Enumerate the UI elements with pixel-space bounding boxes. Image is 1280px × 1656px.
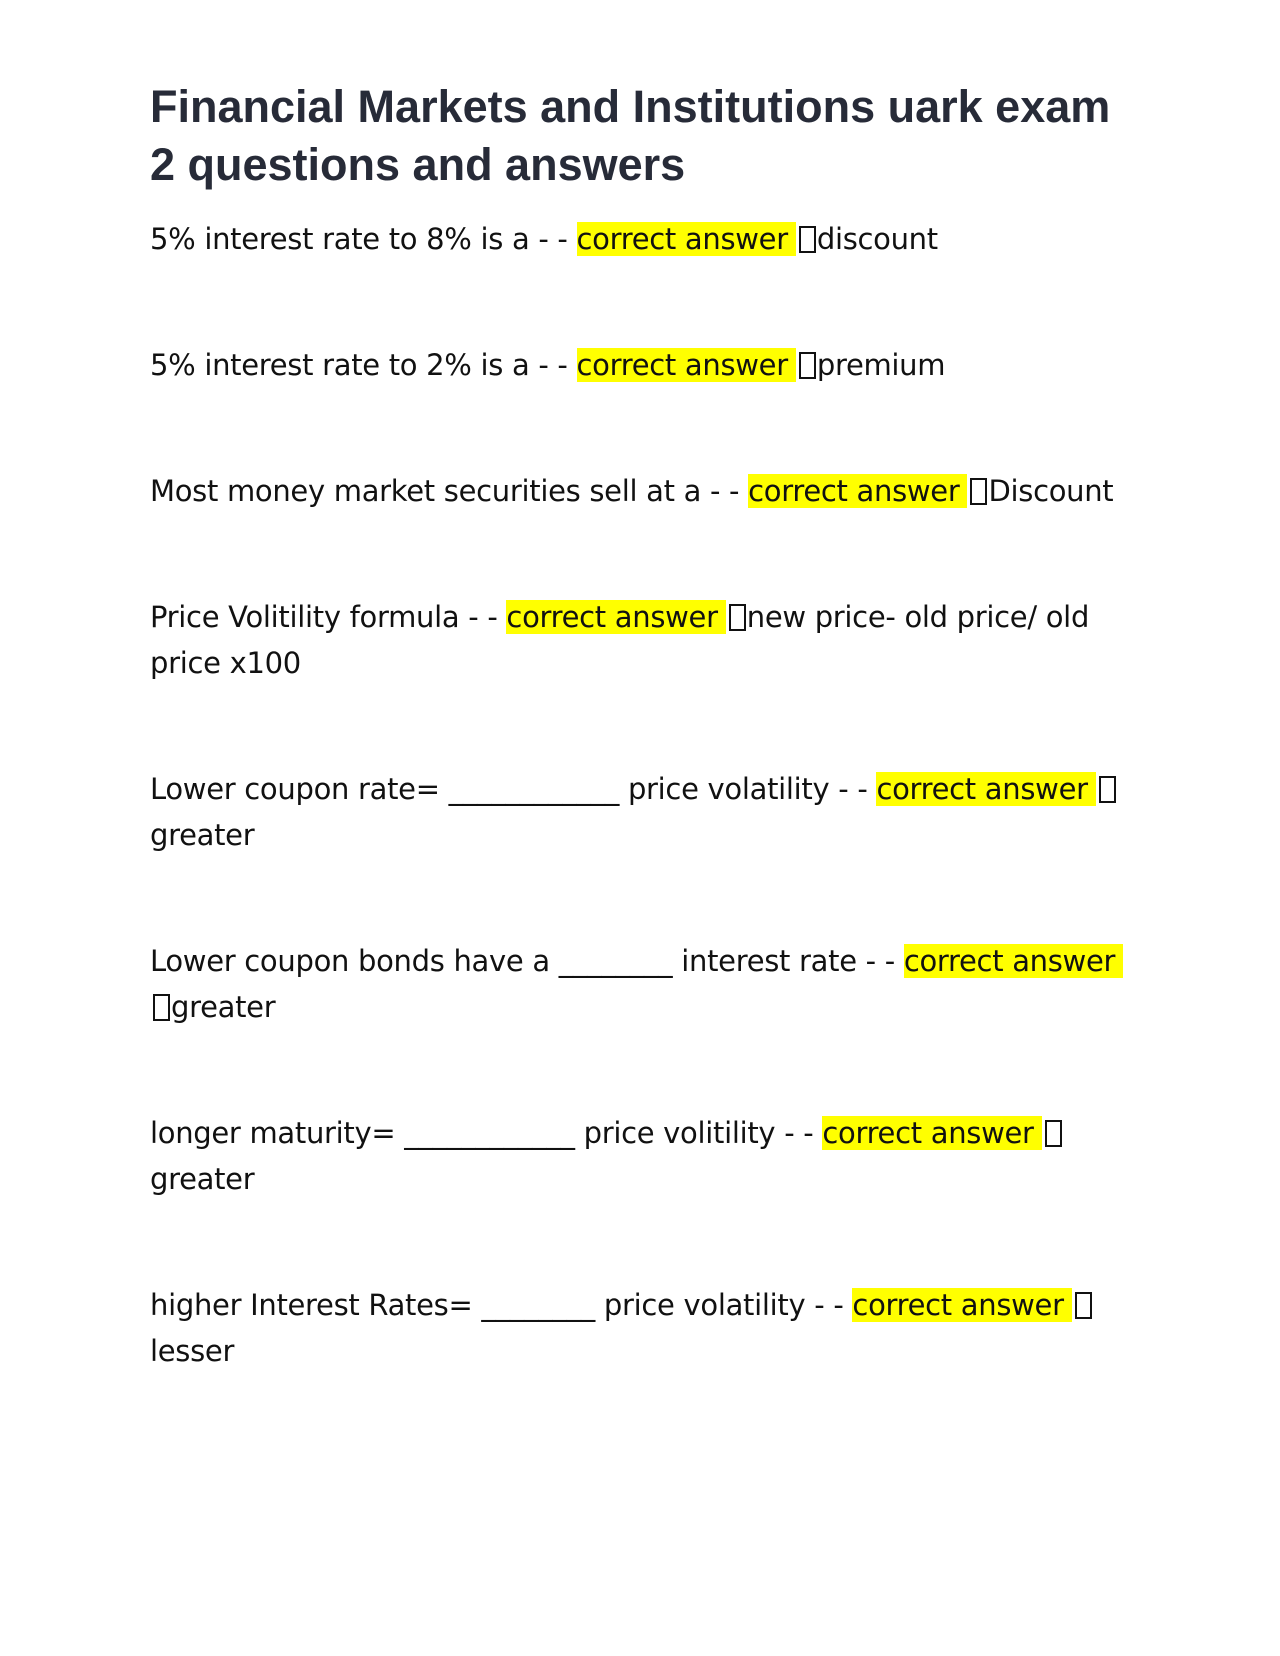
- correct-answer-label: correct answer: [852, 1288, 1071, 1322]
- answer-text: greater: [150, 1162, 255, 1196]
- qa-item: [150, 216, 1140, 262]
- answer-text: discount: [816, 222, 938, 256]
- correct-answer-label: correct answer: [577, 348, 796, 382]
- missing-glyph-box-icon: [1045, 1120, 1062, 1147]
- answer-text: lesser: [150, 1334, 235, 1368]
- qa-item: [150, 1282, 1140, 1374]
- qa-item: [150, 468, 1140, 514]
- question-text: 5% interest rate to 8% is a - -: [150, 222, 568, 256]
- missing-glyph-box-icon: [799, 226, 816, 253]
- correct-answer-label: correct answer: [506, 600, 725, 634]
- qa-item: [150, 1110, 1140, 1202]
- missing-glyph-box-icon: [799, 352, 816, 379]
- question-text: 5% interest rate to 2% is a - -: [150, 348, 568, 382]
- answer-text: greater: [171, 990, 276, 1024]
- correct-answer-label: correct answer: [904, 944, 1123, 978]
- question-text: Lower coupon rate= ____________ price volatility - -: [150, 772, 868, 806]
- qa-item: [150, 766, 1140, 858]
- missing-glyph-box-icon: [729, 604, 746, 631]
- question-text: higher Interest Rates= ________ price volatility - -: [150, 1288, 844, 1322]
- answer-text: Discount: [988, 474, 1114, 508]
- missing-glyph-box-icon: [153, 994, 170, 1021]
- qa-item: [150, 342, 1140, 388]
- missing-glyph-box-icon: [1075, 1292, 1092, 1319]
- qa-item: [150, 938, 1140, 1030]
- question-text: Most money market securities sell at a - -: [150, 474, 740, 508]
- question-text: longer maturity= ____________ price volitility - -: [150, 1116, 814, 1150]
- question-text: Lower coupon bonds have a ________ interest rate - -: [150, 944, 895, 978]
- correct-answer-label: correct answer: [577, 222, 796, 256]
- question-text: Price Volitility formula - -: [150, 600, 498, 634]
- answer-text: greater: [150, 818, 255, 852]
- missing-glyph-box-icon: [970, 478, 987, 505]
- correct-answer-label: correct answer: [876, 772, 1095, 806]
- correct-answer-label: correct answer: [748, 474, 967, 508]
- correct-answer-label: correct answer: [822, 1116, 1041, 1150]
- answer-text: premium: [816, 348, 946, 382]
- document-title: Financial Markets and Institutions uark exam 2 questions and answers: [150, 81, 1111, 190]
- missing-glyph-box-icon: [1099, 776, 1116, 803]
- answer-text: new price- old price/ old price x100: [150, 600, 1090, 680]
- qa-item: [150, 594, 1140, 686]
- document-page: [150, 78, 1140, 1454]
